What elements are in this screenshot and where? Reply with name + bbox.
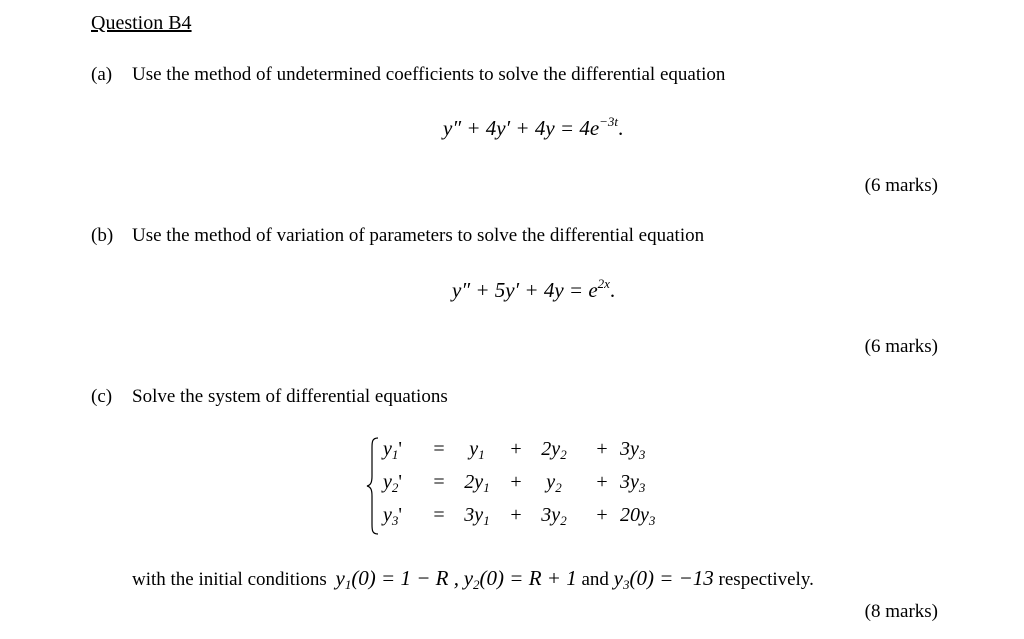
row-1-equals: = xyxy=(433,438,445,460)
part-a-equation-lhs: y″ + 4y′ + 4y = 4e xyxy=(443,116,600,140)
equation-system xyxy=(366,436,706,536)
row-1-plus-1: + xyxy=(510,438,522,460)
conditions-and: and xyxy=(581,569,609,590)
part-a-text: Use the method of undetermined coefficients to solve the differential equation xyxy=(132,64,726,85)
condition-2: $y_2(0) = R + 1$ xyxy=(463,566,577,592)
row-3-term-2: $3y_2$ xyxy=(541,504,567,528)
part-c-label: (c) xyxy=(91,386,113,407)
row-3-plus-1: + xyxy=(510,504,522,526)
row-1-plus-2: + xyxy=(596,438,608,460)
part-c-text: Solve the system of differential equations xyxy=(132,386,448,407)
left-brace-icon xyxy=(366,436,380,536)
row-2-term-1: $2y_1$ xyxy=(464,471,490,495)
row-3-plus-2: + xyxy=(596,504,608,526)
row-1-term-3: $3y_3$ xyxy=(620,438,646,462)
row-2-lhs: $y_2'$ xyxy=(383,471,402,495)
part-b-equation-lhs: y″ + 5y′ + 4y = e xyxy=(452,278,598,302)
row-2-term-3: $3y_3$ xyxy=(620,471,646,495)
row-1-term-1: $y_1$ xyxy=(469,438,485,462)
condition-1: $y_1(0) = 1 - R$ , xyxy=(335,566,459,592)
part-b-equation-end: . xyxy=(609,278,616,302)
row-3-term-1: $3y_1$ xyxy=(464,504,490,528)
part-a-label: (a) xyxy=(91,64,113,85)
part-a-equation-exponent: −3t xyxy=(599,114,619,129)
part-b-equation xyxy=(452,278,615,303)
part-c-marks: (8 marks) xyxy=(864,601,938,622)
row-2-plus-1: + xyxy=(510,471,522,493)
conditions-suffix: respectively. xyxy=(718,569,814,590)
part-b-equation-exponent: 2x xyxy=(597,276,610,291)
question-title: Question B4 xyxy=(91,12,192,34)
part-a-equation-end: . xyxy=(618,116,624,140)
part-a-marks: (6 marks) xyxy=(864,175,938,196)
row-3-equals: = xyxy=(433,504,445,526)
part-a-equation xyxy=(443,116,623,141)
part-b-label: (b) xyxy=(91,225,114,246)
row-1-lhs: $y_1'$ xyxy=(383,438,402,462)
row-1-term-2: $2y_2$ xyxy=(541,438,567,462)
part-b-marks: (6 marks) xyxy=(864,336,938,357)
row-2-equals: = xyxy=(433,471,445,493)
row-3-lhs: $y_3'$ xyxy=(383,504,402,528)
row-3-term-3: $20y_3$ xyxy=(620,504,656,528)
part-b-text: Use the method of variation of parameters to solve the differential equation xyxy=(132,225,705,246)
initial-conditions xyxy=(132,566,814,591)
row-2-plus-2: + xyxy=(596,471,608,493)
conditions-prefix: with the initial conditions xyxy=(132,569,327,590)
row-2-term-2: $y_2$ xyxy=(546,471,562,495)
condition-3: $y_3(0) = -13$ xyxy=(613,566,714,592)
